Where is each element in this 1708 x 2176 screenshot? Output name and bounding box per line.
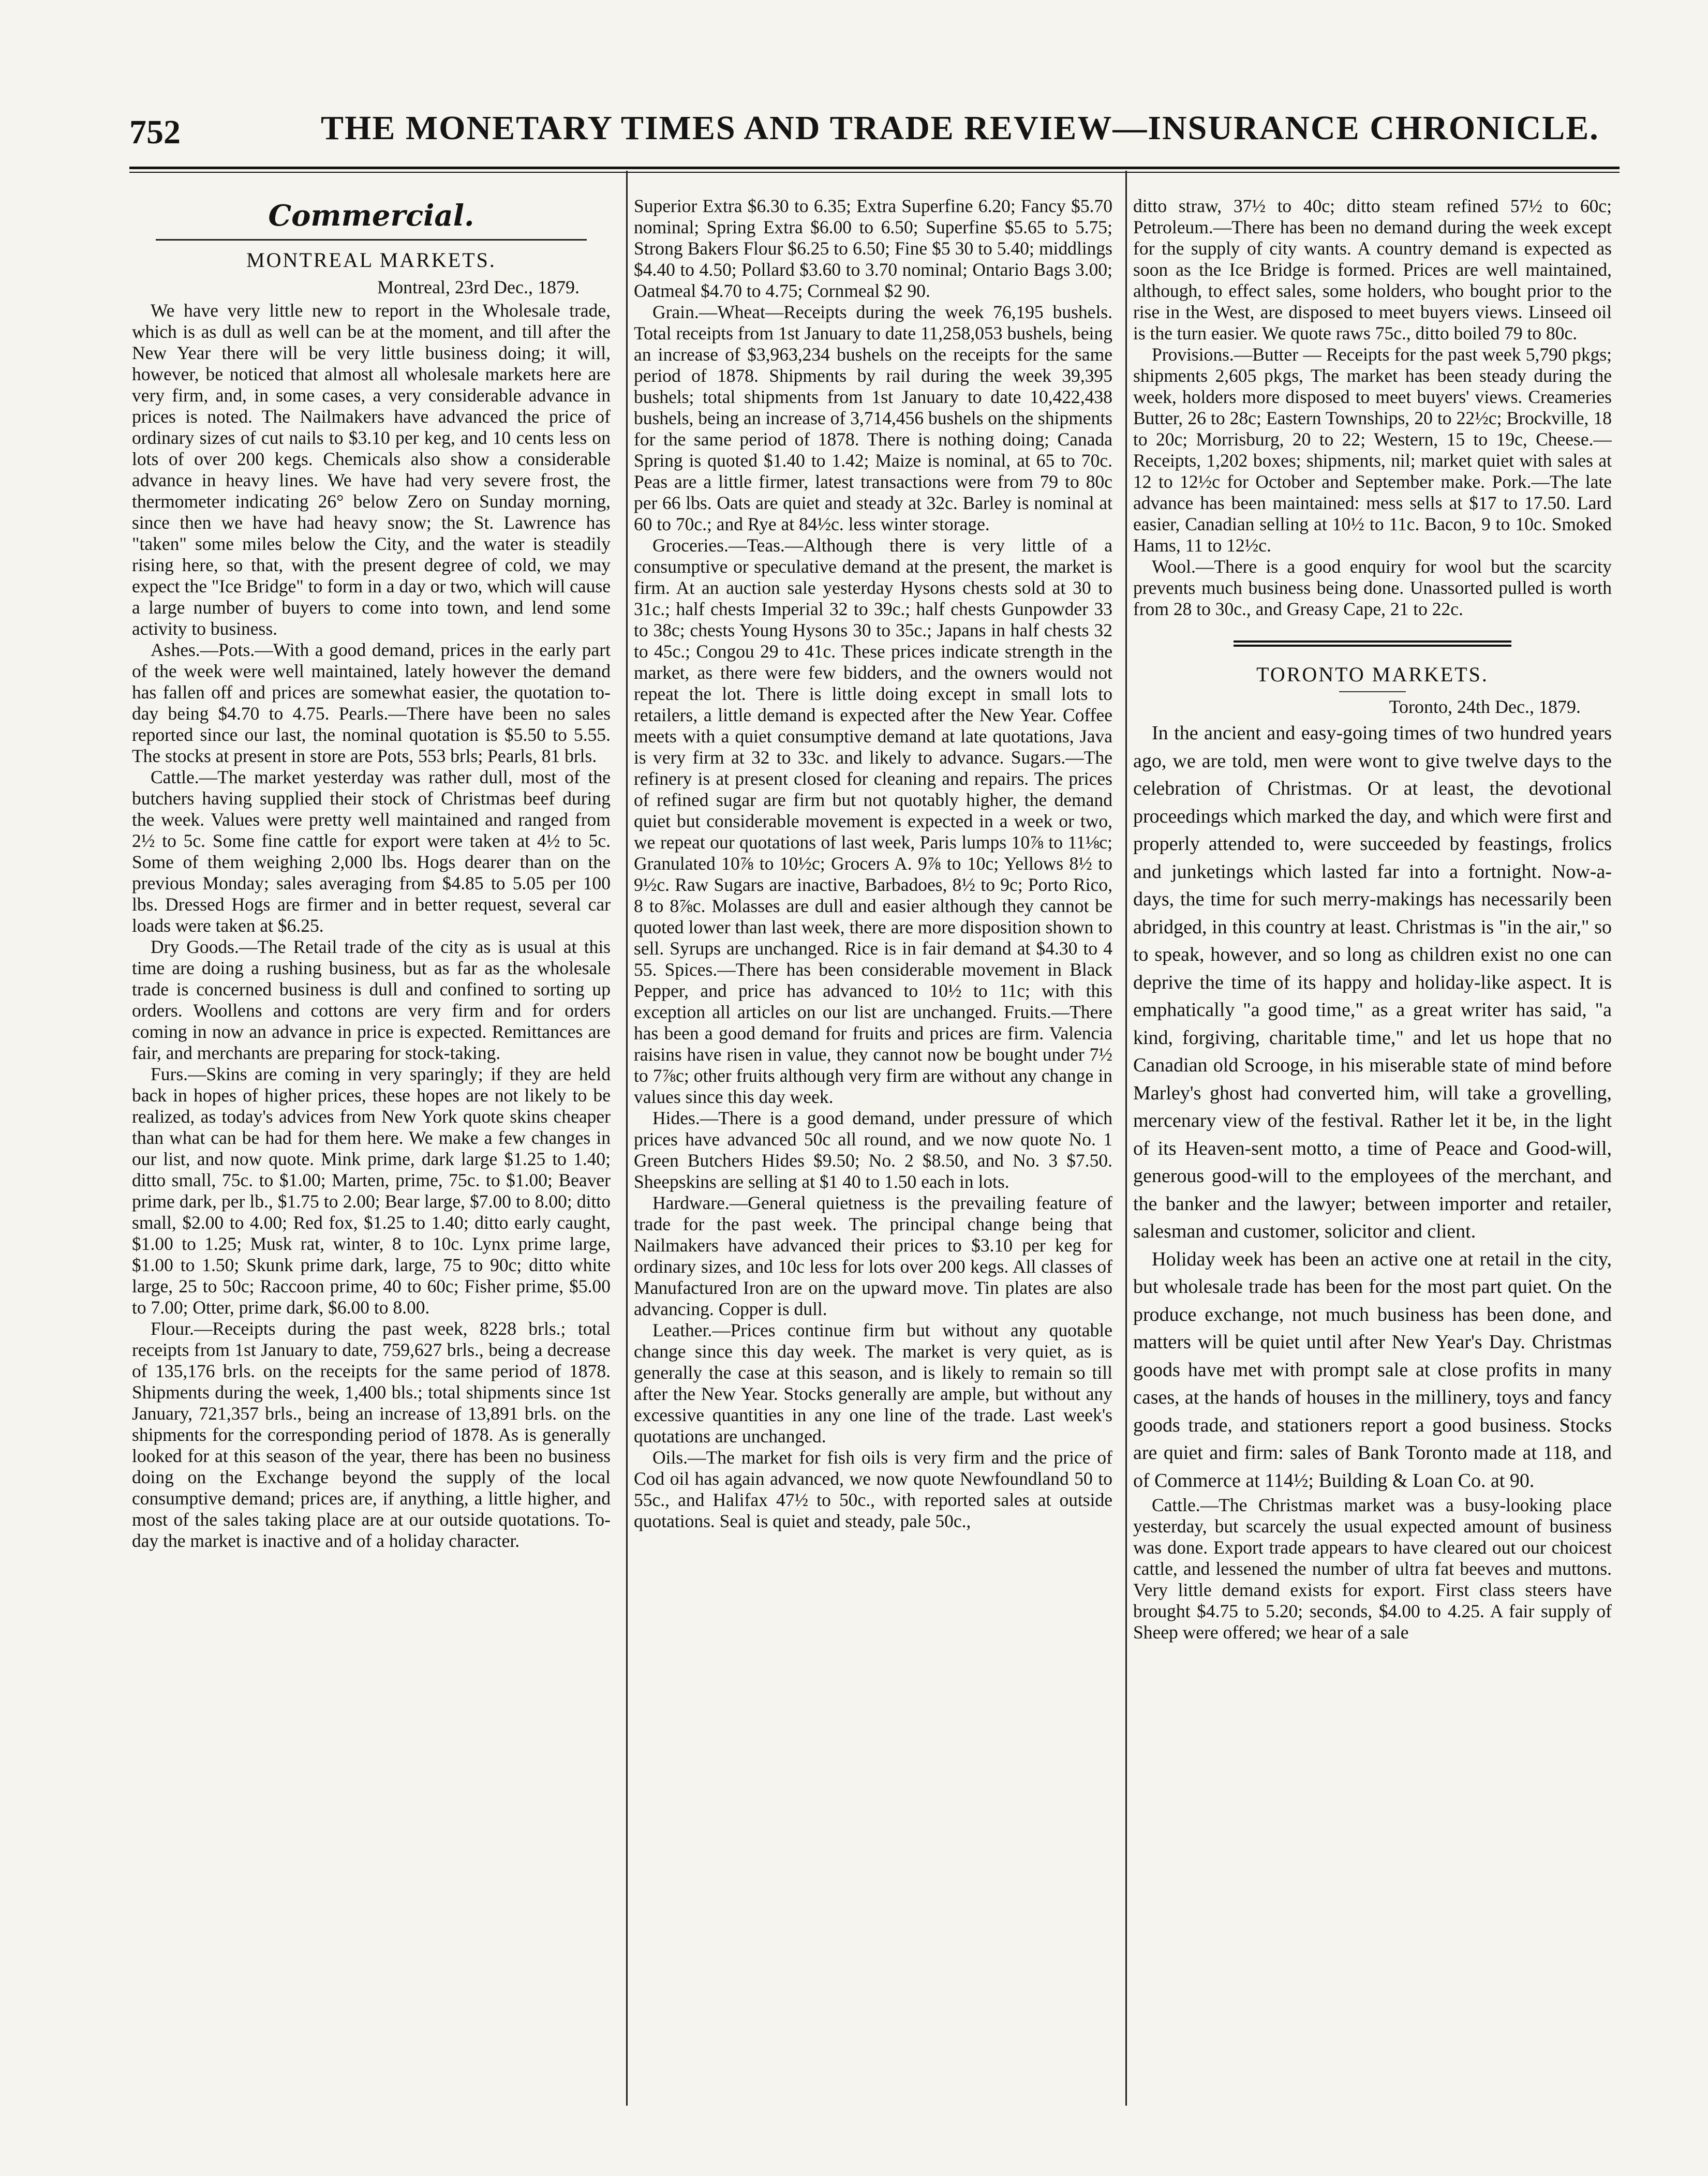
article-paragraph: Holiday week has been an active one at retail in the city, but wholesale trade has been for the most part quiet. On the produce exchange, not much business has been done, and matters will be quiet until after New Year's Day. Christmas goods have met with prompt sale at close profits in many cases, at the hands of houses in the millinery, toys and fancy goods trade, and stationers report a good business. Stocks are quiet and firm: sales of Bank Toronto made at 118, and of Commerce at 114½; Building & Loan Co. at 90.: [1133, 1248, 1612, 1492]
article-paragraph: Cattle.—The Christmas market was a busy-looking place yesterday, but scarcely the usual expected amount of business was done. Export trade appears to have cleared out our choicest cattle, and lessened the number of ultra fat beeves and muttons. Very little demand exists for export. First class steers have brought $4.75 to 5.20; seconds, $4.00 to 4.25. A fair supply of Sheep were offered; we hear of a sale: [1133, 1495, 1612, 1643]
section-title: Commercial.: [268, 199, 474, 233]
column-1: [132, 196, 611, 2099]
article-paragraph: Superior Extra $6.30 to 6.35; Extra Superfine 6.20; Fancy $5.70 nominal; Spring Extra $6.00 to 6.50; Superfine $5.65 to 5.75; Strong Bakers Flour $6.25 to 6.50; Fine $5 30 to 5.40; middlings $4.40 to 4.50; Pollard $3.60 to 3.70 nominal; Ontario Bags 3.00; Oatmeal $4.70 to 4.75; Cornmeal $2 90.: [634, 196, 1112, 301]
article-paragraph: Wool.—There is a good enquiry for wool but the scarcity prevents much business being done. Unassorted pulled is worth from 28 to 30c., and Greasy Cape, 21 to 22c.: [1133, 556, 1612, 619]
article-paragraph: Dry Goods.—The Retail trade of the city as is usual at this time are doing a rushing business, but as far as the wholesale trade is concerned business is dull and confined to sorting up orders. Woollens and cottons are very firm and for orders coming in now an advance in price is expected. Remittances are fair, and merchants are preparing for stock-taking.: [132, 936, 611, 1063]
running-title: THE MONETARY TIMES AND TRADE REVIEW—INSURANCE CHRONICLE.: [321, 109, 1599, 147]
article-paragraph: Leather.—Prices continue firm but without any quotable change since this day week. The market is very quiet, as is generally the case at this season, and is likely to remain so till after the New Year. Stocks generally are ample, but without any excessive quantities in any one line of the trade. Last week's quotations are unchanged.: [634, 1320, 1112, 1447]
article-paragraph: We have very little new to report in the Wholesale trade, which is as dull as well can be at the moment, and till after the New Year there will be very little business doing; it will, however, be noticed that almost all wholesale markets here are very firm, and, in some cases, a very considerable advance in prices is noted. The Nailmakers have advanced the price of ordinary sizes of cut nails to $3.10 per keg, and 10 cents less on lots of over 200 kegs. Chemicals also show a considerable advance in heavy lines. We have had very severe frost, the thermometer indicating 26° below Zero on Sunday morning, since then we have had heavy snow; the St. Lawrence has "taken" some miles below the City, and the water is steadily rising here, so that, with the present degree of cold, we may expect the "Ice Bridge" to form in a day or two, which will cause a large number of buyers to come into town, and lend some activity to business.: [132, 300, 611, 639]
montreal-heading: MONTREAL MARKETS.: [246, 248, 496, 272]
article-paragraph: Grain.—Wheat—Receipts during the week 76,195 bushels. Total receipts from 1st January to date 11,258,053 bushels, being an increase of $3,963,234 bushels on the receipts for the same period of 1878. Shipments by rail during the week 39,395 bushels; total shipments from 1st January to date 10,422,438 bushels, being an increase of 3,714,456 bushels on the shipments for the same period of 1878. There is nothing doing; Canada Spring is quoted $1.40 to 1.42; Maize is nominal, at 65 to 70c. Peas are a little firmer, latest transactions were from 79 to 80c per 66 lbs. Oats are quiet and steady at 32c. Barley is nominal at 60 to 70c.; and Rye at 84½c. less winter storage.: [634, 302, 1112, 534]
column-divider: [1125, 171, 1127, 2106]
section-rule: [156, 239, 587, 241]
toronto-heading: TORONTO MARKETS.: [1256, 663, 1489, 686]
article-paragraph: Flour.—Receipts during the past week, 8228 brls.; total receipts from 1st January to date, 759,627 brls., being a decrease of 135,176 brls. on the receipts for the same period of 1878. Shipments during the week, 1,400 bls.; total shipments since 1st January, 721,357 brls., being an increase of 13,891 brls. on the shipments for the corresponding period of 1878. As is generally looked for at this season of the year, there has been no business doing on the Exchange beyond the supply of the local consumptive demand; prices are, if anything, a little higher, and most of the sales taking place are at our outside quotations. To-day the market is inactive and of a holiday character.: [132, 1318, 611, 1551]
article-paragraph: Cattle.—The market yesterday was rather dull, most of the butchers having supplied their stock of Christmas beef during the week. Values were pretty well maintained and ranged from 2½ to 5c. Some fine cattle for export were taken at 4½ to 5c. Some of them weighing 2,000 lbs. Hogs dearer than on the previous Monday; sales averaging from $4.85 to 5.05 per 100 lbs. Dressed Hogs are firmer and in better request, several car loads were taken at $6.25.: [132, 767, 611, 936]
toronto-article: [1133, 720, 1612, 1495]
article-paragraph: Hides.—There is a good demand, under pressure of which prices have advanced 50c all round, and we now quote No. 1 Green Butchers Hides $9.50; No. 2 $8.50, and No. 3 $7.50. Sheepskins are selling at $1 40 to 1.50 each in lots.: [634, 1108, 1112, 1192]
article-paragraph: Hardware.—General quietness is the prevailing feature of trade for the past week. The principal change being that Nailmakers have advanced their prices to $3.10 per keg for ordinary sizes, and 10c less for lots over 200 kegs. All classes of Manufactured Iron are on the upward move. Tin plates are also advancing. Copper is dull.: [634, 1193, 1112, 1319]
heading-rule: [1339, 691, 1406, 692]
column-3: [1133, 196, 1612, 2099]
article-paragraph: Oils.—The market for fish oils is very firm and the price of Cod oil has again advanced, we now quote Newfoundland 50 to 55c., and Halifax 47½ to 50c., with reported sales at outside quotations. Seal is quiet and steady, pale 50c.,: [634, 1447, 1112, 1531]
header-rule: [129, 167, 1620, 169]
article-paragraph: Furs.—Skins are coming in very sparingly; if they are held back in hopes of higher prices, these hopes are not likely to be realized, as today's advices from New York quote skins cheaper than what can be had for them here. We make a few changes in our list, and now quote. Mink prime, dark large $1.25 to 1.40; ditto small, 75c. to $1.00; Marten, prime, 75c. to $1.00; Beaver prime dark, per lb., $1.75 to 2.00; Bear large, $7.00 to 8.00; ditto small, $2.00 to 4.00; Red fox, $1.25 to 1.40; ditto early caught, $1.00 to 1.25; Musk rat, winter, 8 to 10c. Lynx prime large, $1.00 to 1.50; Skunk prime dark, large, 75 to 90c; ditto white large, 25 to 50c; Raccoon prime, 40 to 60c; Fisher prime, $5.00 to 7.00; Otter, prime dark, $6.00 to 8.00.: [132, 1064, 611, 1318]
section-divider: [1234, 640, 1511, 647]
toronto-dateline: Toronto, 24th Dec., 1879.: [1389, 696, 1581, 717]
article-paragraph: Ashes.—Pots.—With a good demand, prices in the early part of the week were well maintained, lately however the demand has fallen off and prices are somewhat easier, the quotation to-day being $4.70 to 4.75. Pearls.—There have been no sales reported since our last, the nominal quotation is $5.50 to 5.55. The stocks at present in store are Pots, 553 brls; Pearls, 81 brls.: [132, 639, 611, 766]
article-paragraph: In the ancient and easy-going times of two hundred years ago, we are told, men were wont to give twelve days to the celebration of Christmas. Or at least, the devotional proceedings which marked the day, and which were first and properly attended to, were succeeded by feastings, frolics and junketings which lasted far into a fortnight. Now-a-days, the time for such merry-makings has necessarily been abridged, in this country at least. Christmas is "in the air," so to speak, however, and so long as children exist no one can deprive the time of its happy and holiday-like aspect. It is emphatically "a good time," as a great writer has said, "a kind, forgiving, charitable time," and let us hope that no Canadian old Scrooge, in his miserable state of mind before Marley's ghost had converted him, will take a grovelling, mercenary view of the festival. Rather let it be, in the light of its Heaven-sent motto, a time of Peace and Good-will, generous good-will to the employees of the merchant, and the banker and the lawyer; between importer and retailer, salesman and customer, solicitor and client.: [1133, 722, 1612, 1242]
column-divider: [626, 171, 628, 2106]
article-paragraph: Provisions.—Butter — Receipts for the past week 5,790 pkgs; shipments 2,605 pkgs, The market has been steady during the week, holders more disposed to meet buyers' views. Creameries Butter, 26 to 28c; Eastern Townships, 20 to 22½c; Brockville, 18 to 20c; Morrisburg, 20 to 22; Western, 15 to 19c, Cheese.—Receipts, 1,202 boxes; shipments, nil; market quiet with sales at 12 to 12½c for October and September make. Pork.—The late advance has been maintained: mess sells at $17 to 17.50. Lard easier, Canadian selling at 10½ to 11c. Bacon, 9 to 10c. Smoked Hams, 11 to 12½c.: [1133, 344, 1612, 556]
page-header: [129, 103, 1620, 160]
montreal-dateline: Montreal, 23rd Dec., 1879.: [377, 277, 580, 297]
article-paragraph: ditto straw, 37½ to 40c; ditto steam refined 57½ to 60c; Petroleum.—There has been no demand during the week except for the supply of city wants. A country demand is expected as soon as the Ice Bridge is formed. Prices are well maintained, although, to effect sales, some holders, who bought prior to the rise in the West, are disposed to meet buyers views. Linseed oil is the turn easier. We quote raws 75c., ditto boiled 79 to 80c.: [1133, 196, 1612, 344]
page-number: 752: [129, 113, 181, 151]
header-rule-thin: [129, 172, 1620, 173]
column-2: [634, 196, 1112, 2099]
article-paragraph: Groceries.—Teas.—Although there is very little of a consumptive or speculative demand at the present, the market is firm. At an auction sale yesterday Hysons chests sold at 30 to 31c.; half chests Imperial 32 to 39c.; half chests Gunpowder 33 to 38c; chests Young Hysons 30 to 35c.; Japans in half chests 32 to 45c.; Congou 29 to 41c. These prices indicate strength in the market, as there were few bidders, and the owners would not repeat the lot. There is little doing except in small lots to retailers, a little demand is expected after the New Year. Coffee meets with a quiet consumptive demand at late quotations, Java is very firm at 32 to 33c. and likely to advance. Sugars.—The refinery is at present closed for cleaning and repairs. The prices of refined sugar are firm but not quotably higher, the demand quiet but considerable movement is expected in a week or two, we repeat our quotations of last week, Paris lumps 10⅞ to 11⅛c; Granulated 10⅞ to 10½c; Grocers A. 9⅞ to 10c; Yellows 8½ to 9½c. Raw Sugars are inactive, Barbadoes, 8½ to 9c; Porto Rico, 8 to 8⅞c. Molasses are dull and easier although they cannot be quoted lower than last week, there are more disposition shown to sell. Syrups are unchanged. Rice is in fair demand at $4.30 to 4 55. Spices.—There has been considerable movement in Black Pepper, and price has advanced to 10½ to 11c; with this exception all articles on our list are unchanged. Fruits.—There has been a good demand for fruits and prices are firm. Valencia raisins have risen in value, they cannot now be bought under 7½ to 7⅞c; other fruits although very firm are without any change in values since this day week.: [634, 535, 1112, 1107]
